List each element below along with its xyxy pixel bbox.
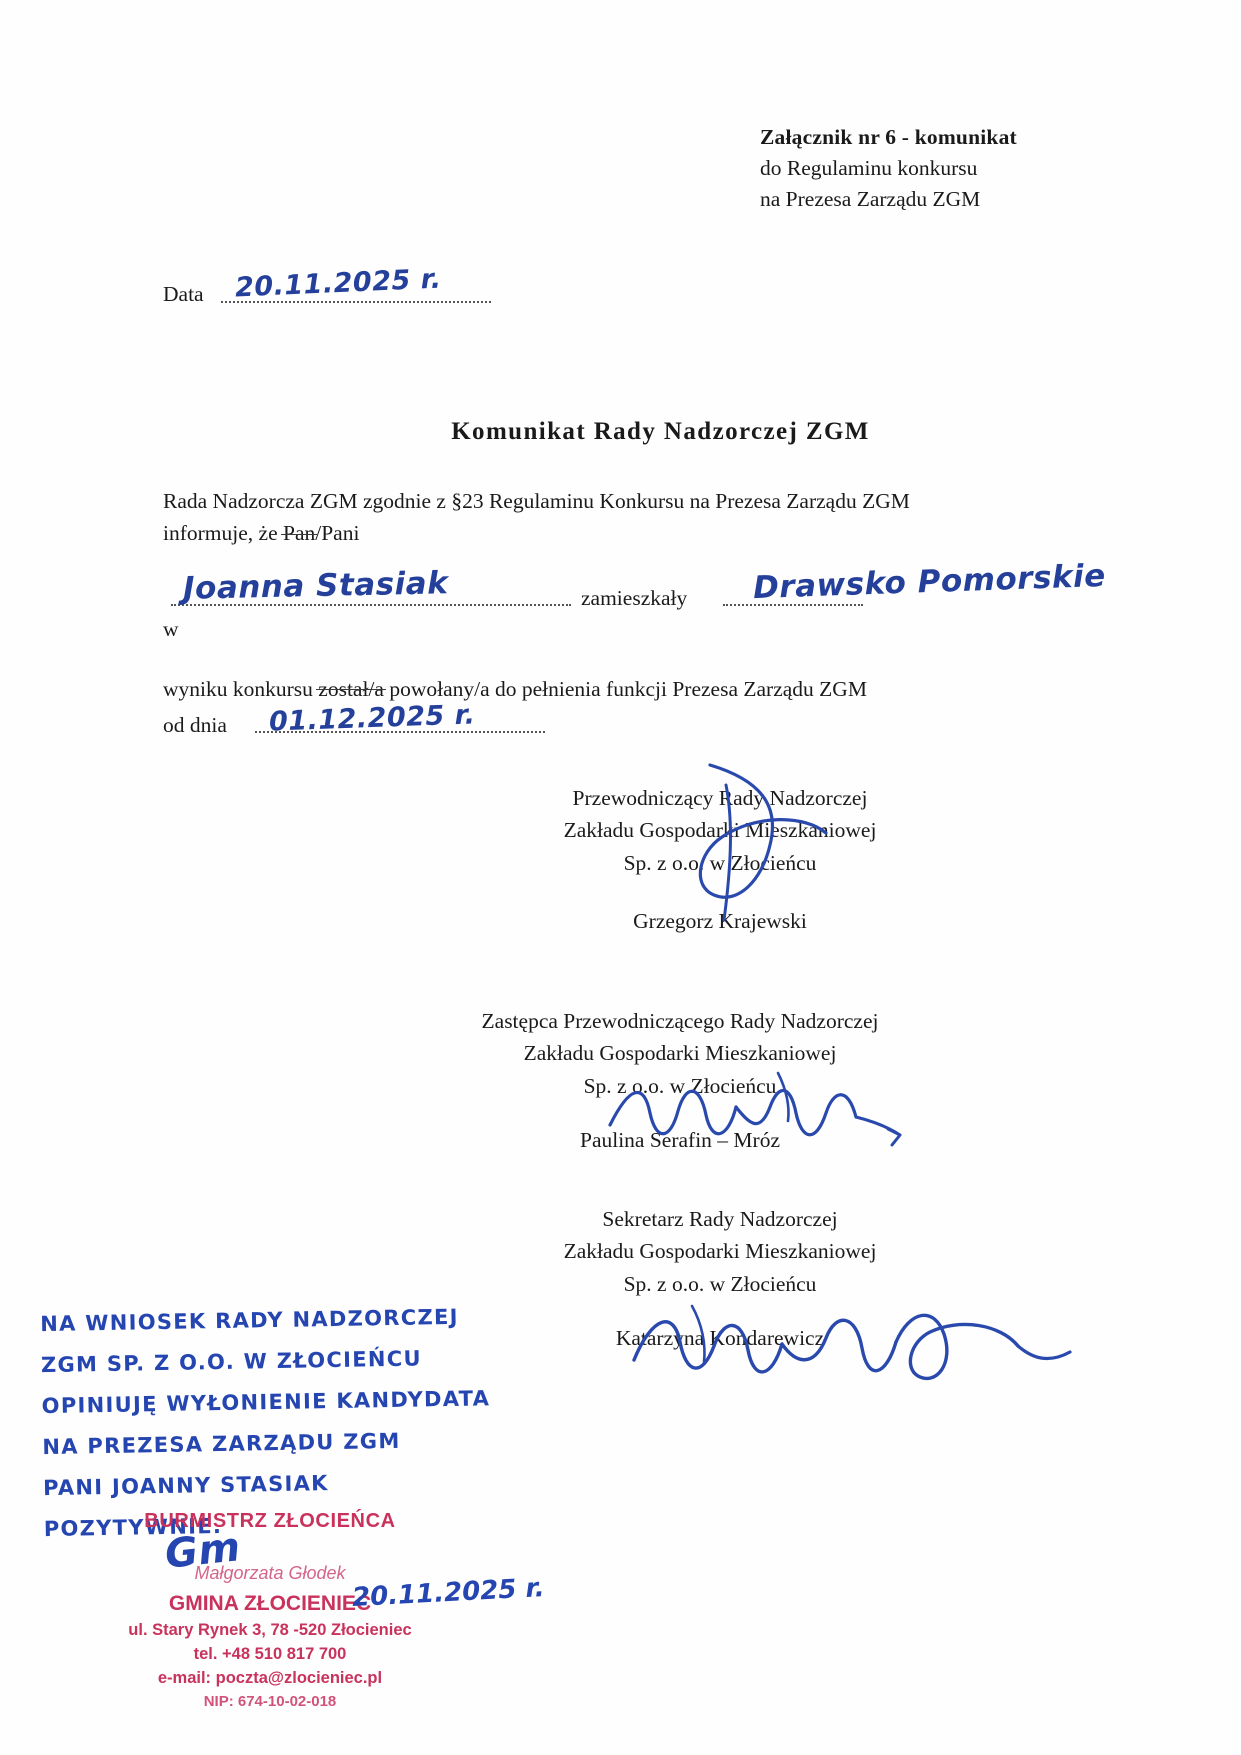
stamp-nip: NIP: 674-10-02-018 bbox=[203, 1693, 337, 1710]
result-paragraph bbox=[163, 673, 1113, 742]
document-header bbox=[760, 122, 1180, 216]
page-title: Komunikat Rady Nadzorczej ZGM bbox=[451, 418, 870, 445]
start-date-handwritten-value: 01.12.2025 r. bbox=[268, 699, 476, 738]
signature-role-line-3: Sp. z o.o. w Złocieńcu bbox=[583, 1073, 777, 1098]
header-line-2: do Regulaminu konkursu bbox=[760, 156, 978, 181]
body-line-2-prefix: informuje, że bbox=[163, 521, 283, 546]
signature-role-line-3: Sp. z o.o. w Złocieńcu bbox=[623, 1271, 817, 1296]
stamp-person: Małgorzata Głodek bbox=[194, 1563, 346, 1583]
result-line-1-prefix: wyniku konkursu bbox=[163, 677, 319, 701]
signature-role-line-1: Przewodniczący Rady Nadzorczej bbox=[572, 786, 868, 810]
signature-block-chairman bbox=[370, 782, 1070, 937]
zamieszkaly-label: zamieszkały bbox=[581, 586, 688, 610]
body-paragraph bbox=[163, 485, 1113, 550]
body-line-2-struck: Pan bbox=[283, 521, 316, 546]
result-line-2 bbox=[163, 699, 1113, 741]
stamp-email: e-mail: poczta@zlocieniec.pl bbox=[157, 1669, 383, 1687]
stamp-handwritten-date: 20.11.2025 r. bbox=[351, 1572, 546, 1614]
stamp-title: BURMISTRZ ZŁOCIEŃCA bbox=[144, 1510, 396, 1532]
note-line-3: OPINIUJĘ WYŁONIENIE KANDYDATA bbox=[41, 1386, 491, 1418]
official-stamp bbox=[60, 1510, 480, 1710]
signature-role-line-1: Zastępca Przewodniczącego Rady Nadzorczej bbox=[481, 1009, 879, 1033]
signature-role-line-2: Zakładu Gospodarki Mieszkaniowej bbox=[523, 1041, 837, 1066]
w-preposition: w bbox=[163, 617, 179, 641]
signature-name: Katarzyna Kondarewicz bbox=[615, 1325, 825, 1350]
body-line-2 bbox=[163, 517, 1113, 549]
signature-block-vice-chairman bbox=[330, 1005, 1030, 1156]
note-line-1: NA WNIOSEK RADY NADZORCZEJ bbox=[40, 1304, 459, 1337]
note-line-2: ZGM SP. Z O.O. W ZŁOCIEŃCU bbox=[40, 1346, 423, 1378]
stamp-org: GMINA ZŁOCIENIEC bbox=[168, 1592, 372, 1615]
header-line-3: na Prezesa Zarządu ZGM bbox=[760, 187, 981, 212]
body-line-2-suffix: /Pani bbox=[315, 521, 360, 546]
note-line-5: PANI JOANNY STASIAK bbox=[42, 1470, 329, 1500]
header-line-1: Załącznik nr 6 - komunikat bbox=[760, 125, 1017, 149]
note-line-6: POZYTYWNIE. bbox=[43, 1513, 223, 1541]
signature-role-line-2: Zakładu Gospodarki Mieszkaniowej bbox=[563, 818, 877, 843]
note-line-4: NA PREZESA ZARZĄDU ZGM bbox=[42, 1428, 401, 1459]
signature-role-line-3: Sp. z o.o. w Złocieńcu bbox=[623, 850, 817, 875]
result-line-1-struck: został/a bbox=[318, 677, 384, 701]
result-line-1-suffix: powołany/a do pełnienia funkcji Prezesa Zarządu ZGM bbox=[383, 677, 867, 701]
signature-role-line-1: Sekretarz Rady Nadzorczej bbox=[602, 1207, 838, 1231]
signature-name: Grzegorz Krajewski bbox=[633, 908, 807, 933]
start-date-label: od dnia bbox=[163, 713, 227, 738]
date-handwritten-value: 20.11.2025 r. bbox=[234, 263, 443, 304]
address-handwritten-value: Drawsko Pomorskie bbox=[752, 557, 1107, 607]
signature-role-line-2: Zakładu Gospodarki Mieszkaniowej bbox=[563, 1239, 877, 1264]
stamp-address: ul. Stary Rynek 3, 78 -520 Złocieniec bbox=[128, 1621, 412, 1639]
stamp-handwritten-signature: Gm bbox=[162, 1524, 243, 1578]
date-label: Data bbox=[163, 282, 204, 306]
stamp-phone: tel. +48 510 817 700 bbox=[193, 1645, 347, 1663]
signature-name: Paulina Serafin – Mróz bbox=[579, 1127, 781, 1152]
name-handwritten-value: Joanna Stasiak bbox=[182, 565, 449, 607]
body-line-1: Rada Nadzorcza ZGM zgodnie z §23 Regulaminu Konkursu na Prezesa Zarządu ZGM bbox=[163, 489, 910, 513]
